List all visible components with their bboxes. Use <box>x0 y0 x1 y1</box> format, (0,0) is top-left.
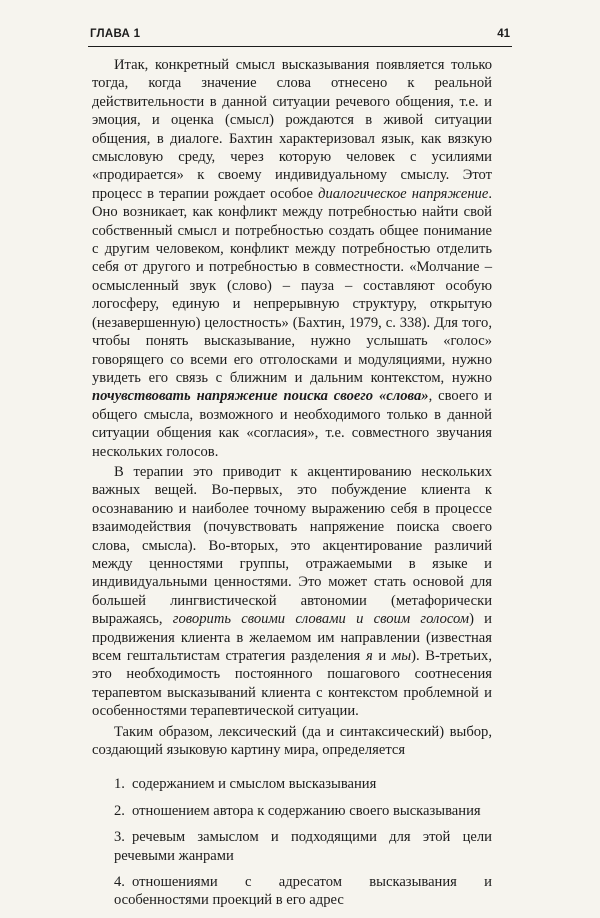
emphasis-own-words: говорить своими словами и своим голосом <box>172 611 470 628</box>
paragraph-1-text-c: . Оно возникает, как конфликт между потребностью найти свой собственный смысл и потребностью создать общее понимание с другим человеком, конфликт между потребностью отделить себя от другого и потребностью в совместности. «Молчание – осмысленный звук (слово) – пауза – составляют особую логосферу, единую и непрерывную структуру, открытую (незавершенную) целостность» (Бахтин, 1979, с. 338). Для того, чтобы понять высказывание, нужно услышать «голос» говорящего со всеми его отголосками и модуляциями, нужно увидеть его связь с ближним и дальним контекстом, нужно <box>92 185 492 386</box>
emphasis-we: мы <box>391 648 412 664</box>
list-item-text: содержанием и смыслом высказывания <box>132 776 377 793</box>
list-item-number: 4. <box>114 874 125 891</box>
body-text <box>92 56 492 918</box>
page-number: 41 <box>497 28 510 40</box>
numbered-list <box>114 775 492 909</box>
list-item-text: отношениями с адресатом высказывания и особенностями проекций в его адрес <box>114 874 492 909</box>
chapter-title: ГЛАВА 1 <box>90 28 141 40</box>
list-item-text: отношением автора к содержанию своего высказывания <box>132 802 481 819</box>
running-head <box>88 26 512 47</box>
emphasis-i: я <box>365 648 373 664</box>
paragraph-2 <box>92 463 492 721</box>
paragraph-1-text-a: Итак, конкретный смысл высказывания появляется только тогда, когда значение слова отнесено к реальной действительности в данной ситуации речевого общения, т.е. и эмоция, и оценка (смысл) рождаются в живой ситуации общения, в диалоге. Бахтин характеризовал язык, как вязкую смысловую среду, через которую человек с усилиями «продирается» к своему индивидуальному смыслу. Этот процесс в терапии рождает особое <box>92 57 492 202</box>
list-item <box>114 802 492 820</box>
paragraph-3: Таким образом, лексический (да и синтаксический) выбор, создающий языковую картину мира, определяется <box>92 723 492 759</box>
emphasis-dialogic-tension: диалогическое напряжение <box>318 185 489 202</box>
list-item-number: 2. <box>114 802 125 819</box>
paragraph-2-text-e: и <box>372 648 392 664</box>
paragraph-2-text-c: ) и продвижения клиента в желаемом им направлении (известная всем гештальтистам стратегия разделения <box>92 611 492 664</box>
paragraph-1 <box>92 56 492 461</box>
list-item <box>114 873 492 910</box>
list-item <box>114 775 492 793</box>
list-item-text: речевым замыслом и подходящими для этой цели речевыми жанрами <box>114 829 492 864</box>
paragraph-1-text-e: , своего и общего смысла, возможного и необходимого только в данной ситуации общения как «согласия», т.е. совместного звучания нескольких голосов. <box>92 388 492 460</box>
list-item <box>114 828 492 865</box>
list-item-number: 3. <box>114 829 125 846</box>
list-item-number: 1. <box>114 776 125 793</box>
paragraph-2-text-g: ). В-третьих, это необходимость постоянного пошагового соотнесения терапевтом высказываний клиента с контекстом проблемной и особенностями терапевтической ситуации. <box>92 648 493 720</box>
emphasis-feel-tension: почувствовать напряжение поиска своего «слова» <box>92 388 429 405</box>
paragraph-2-text-a: В терапии это приводит к акцентированию нескольких важных вещей. Во-первых, это побуждение клиента к осознаванию и наиболее точному выражению себя в процессе взаимодействия (почувствовать напряжение поиска своего слова, смысла). Во-вторых, это акцентирование различий между ценностями группы, отражаемыми в языке и индивидуальными ценностями. Это может стать основой для большей лингвистической автономии (метафорически выражаясь, <box>92 463 492 628</box>
